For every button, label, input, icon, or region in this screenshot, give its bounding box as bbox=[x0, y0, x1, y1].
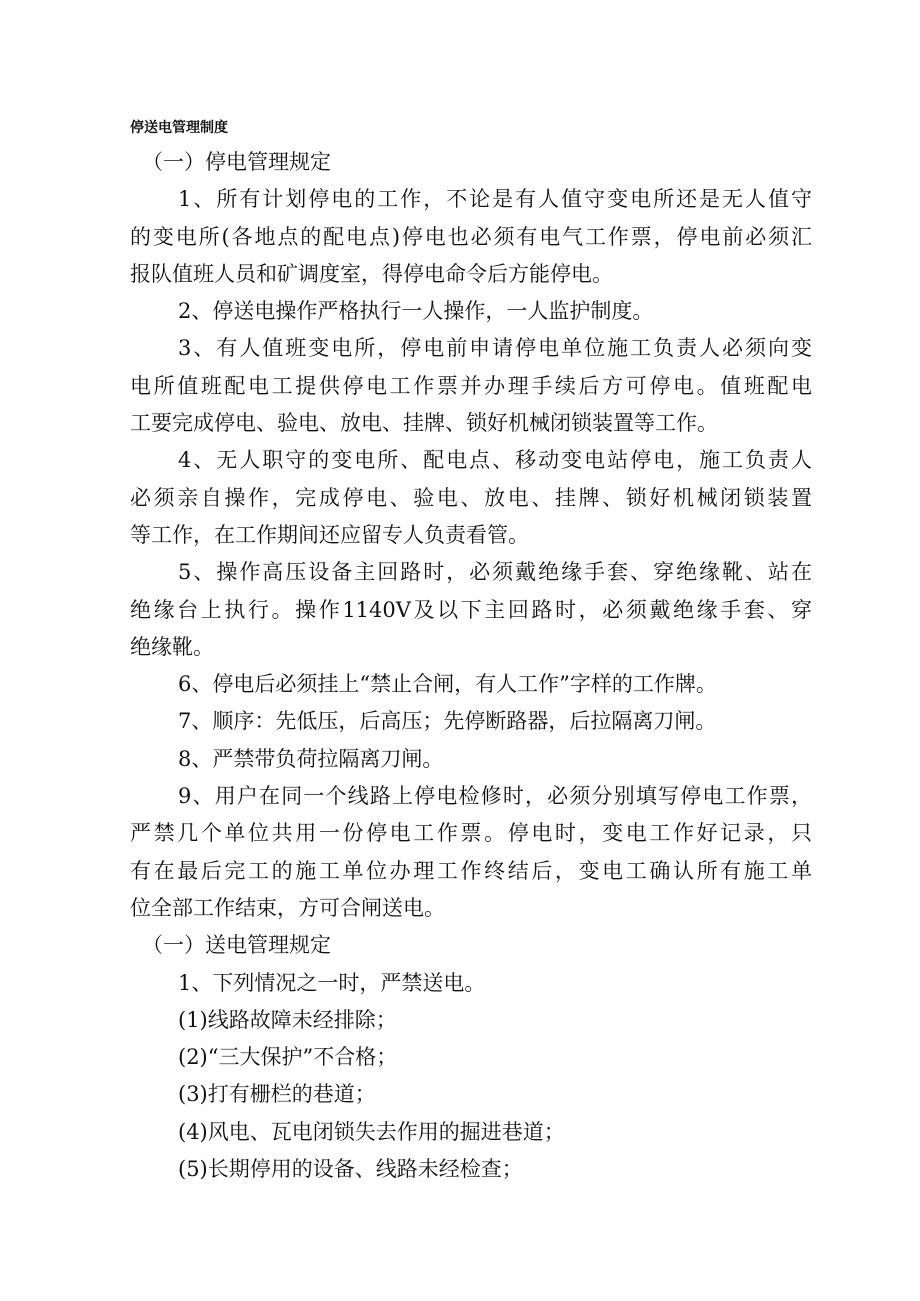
paragraph-line: 报队值班人员和矿调度室，得停电命令后方能停电。 bbox=[130, 261, 613, 286]
paragraph-line: 绝缘台上执行。操作1140V及以下主回路时，必须戴绝缘手套、穿 bbox=[130, 597, 812, 622]
paragraph-line: 1、下列情况之一时，严禁送电。 bbox=[178, 970, 486, 995]
paragraph-line: 电所值班配电工提供停电工作票并办理手续后方可停电。值班配电 bbox=[130, 373, 812, 398]
list-item: (3)打有栅栏的巷道； bbox=[178, 1082, 376, 1107]
section-heading-power-off: （一）停电管理规定 bbox=[142, 150, 331, 174]
paragraph-line: 严禁几个单位共用一份停电工作票。停电时，变电工作好记录，只 bbox=[130, 821, 812, 846]
list-item: (5)长期停用的设备、线路未经检查； bbox=[178, 1157, 523, 1182]
paragraph-line: 2、停送电操作严格执行一人操作，一人监护制度。 bbox=[178, 299, 654, 324]
paragraph-line: 9、用户在同一个线路上停电检修时，必须分别填写停电工作票， bbox=[178, 784, 812, 809]
paragraph-line: 6、停电后必须挂上“禁止合闸，有人工作”字样的工作牌。 bbox=[178, 672, 717, 697]
paragraph-line: 工要完成停电、验电、放电、挂牌、锁好机械闭锁装置等工作。 bbox=[130, 411, 718, 436]
paragraph-line: 8、严禁带负荷拉隔离刀闸。 bbox=[178, 746, 444, 771]
document-title: 停送电管理制度 bbox=[130, 120, 228, 136]
list-item: (1)线路故障未经排除； bbox=[178, 1007, 397, 1032]
paragraph-line: 的变电所(各地点的配电点)停电也必须有电气工作票，停电前必须汇 bbox=[130, 224, 812, 249]
paragraph-line: 有在最后完工的施工单位办理工作终结后，变电工确认所有施工单 bbox=[130, 858, 812, 883]
paragraph-line: 绝缘靴。 bbox=[130, 634, 214, 659]
section-heading-power-on: （一）送电管理规定 bbox=[142, 933, 331, 958]
list-item: (4)风电、瓦电闭锁失去作用的掘进巷道； bbox=[178, 1119, 565, 1144]
paragraph-line: 1、所有计划停电的工作，不论是有人值守变电所还是无人值守 bbox=[178, 187, 812, 212]
paragraph-line: 位全部工作结束，方可合闸送电。 bbox=[130, 895, 445, 920]
list-item: (2)“三大保护”不合格； bbox=[178, 1045, 398, 1070]
paragraph-line: 3、有人值班变电所，停电前申请停电单位施工负责人必须向变 bbox=[178, 336, 812, 361]
paragraph-line: 等工作，在工作期间还应留专人负责看管。 bbox=[130, 522, 529, 547]
paragraph-line: 5、操作高压设备主回路时，必须戴绝缘手套、穿绝缘靴、站在 bbox=[178, 560, 812, 585]
paragraph-line: 7、顺序：先低压，后高压；先停断路器，后拉隔离刀闸。 bbox=[178, 709, 717, 734]
paragraph-line: 4、无人职守的变电所、配电点、移动变电站停电，施工负责人 bbox=[178, 448, 812, 473]
paragraph-line: 必须亲自操作，完成停电、验电、放电、挂牌、锁好机械闭锁装置 bbox=[130, 485, 812, 510]
document-body bbox=[130, 144, 812, 1188]
